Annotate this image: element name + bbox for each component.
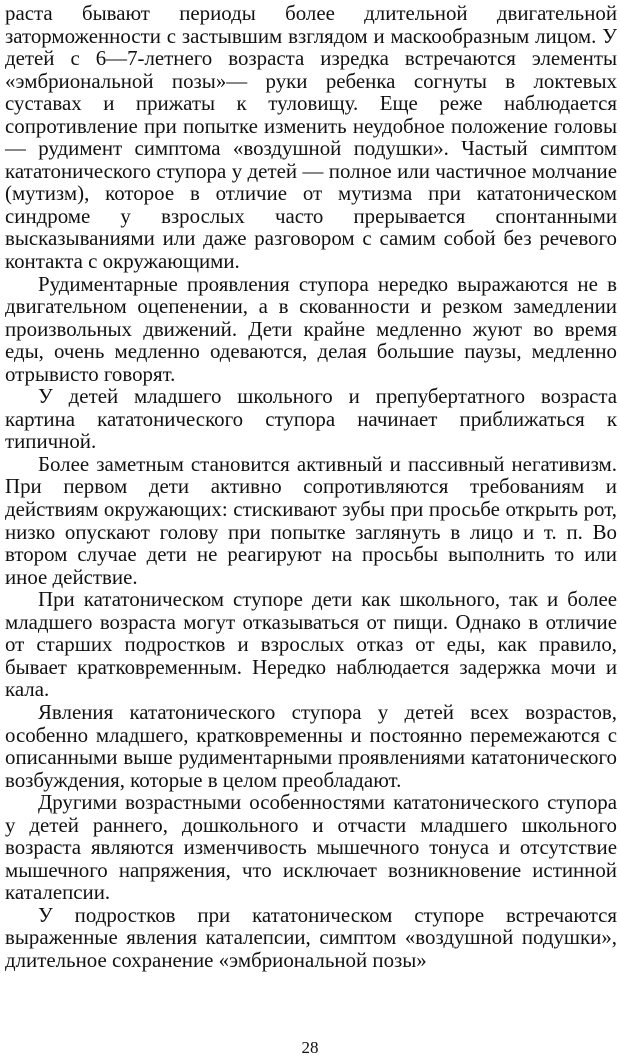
paragraph: Явления кататонического ступора у детей всех возрастов, особенно младшего, кратковременны и постоянно перемежаются с описанными выше рудиментарными проявлениями кататонического возбуждения, которые в целом преобладают.: [5, 699, 617, 792]
page-number: 28: [301, 1038, 319, 1057]
paragraph: При кататоническом ступоре дети как школьного, так и более младшего возраста могут отказываться от пищи. Однако в отличие от старших подростков и взрослых отказ от еды, как правило, бывает кратковременным. Нередко наблюдается задержка мочи и кала.: [5, 587, 617, 702]
paragraph: Более заметным становится активный и пассивный негативизм. При первом дети активно сопротивляются требованиям и действиям окружающих: стискивают зубы при просьбе открыть рот, низко опускают голову при попытке заглянуть в лицо и т. п. Во втором случае дети не реагируют на просьбы выполнить то или иное действие.: [5, 451, 617, 589]
paragraph: У подростков при кататоническом ступоре встречаются выраженные явления каталепсии, симптом «воздушной подушки», длительное сохранение «эмбриональной позы»: [5, 902, 617, 972]
paragraph: У детей младшего школьного и препубертатного возраста картина кататонического ступора начинает приближаться к типичной.: [5, 384, 617, 454]
paragraph: Рудиментарные проявления ступора нередко выражаются не в двигательном оцепенении, а в скованности и резком замедлении произвольных движений. Дети крайне медленно жуют во время еды, очень медленно одеваются, делая большие паузы, медленно отрывисто говорят.: [5, 271, 617, 386]
paragraph-continued: раста бывают периоды более длительной двигательной заторможенности с застывшим взглядом и маскообразным лицом. У детей с 6—7-летнего возраста изредка встречаются элементы «эмбриональной позы»— руки ребенка согнуты в локтевых суставах и прижаты к туловищу. Еще реже наблюдается сопротивление при попытке изменить неудобное положение головы — рудимент симптома «воздушной подушки». Частый симптом кататонического ступора у детей — полное или частичное молчание (мутизм), которое в отличие от мутизма при кататоническом синдроме у взрослых часто прерывается спонтанными высказываниями или даже разговором с самим собой без речевого контакта с окружающими.: [5, 1, 617, 274]
paragraph: Другими возрастными особенностями кататонического ступора у детей раннего, дошкольного и отчасти младшего школьного возраста являются изменчивость мышечного тонуса и отсутствие мышечного напряжения, что исключает возникновение истинной каталепсии.: [5, 790, 617, 905]
page-body: [5, 2, 617, 972]
